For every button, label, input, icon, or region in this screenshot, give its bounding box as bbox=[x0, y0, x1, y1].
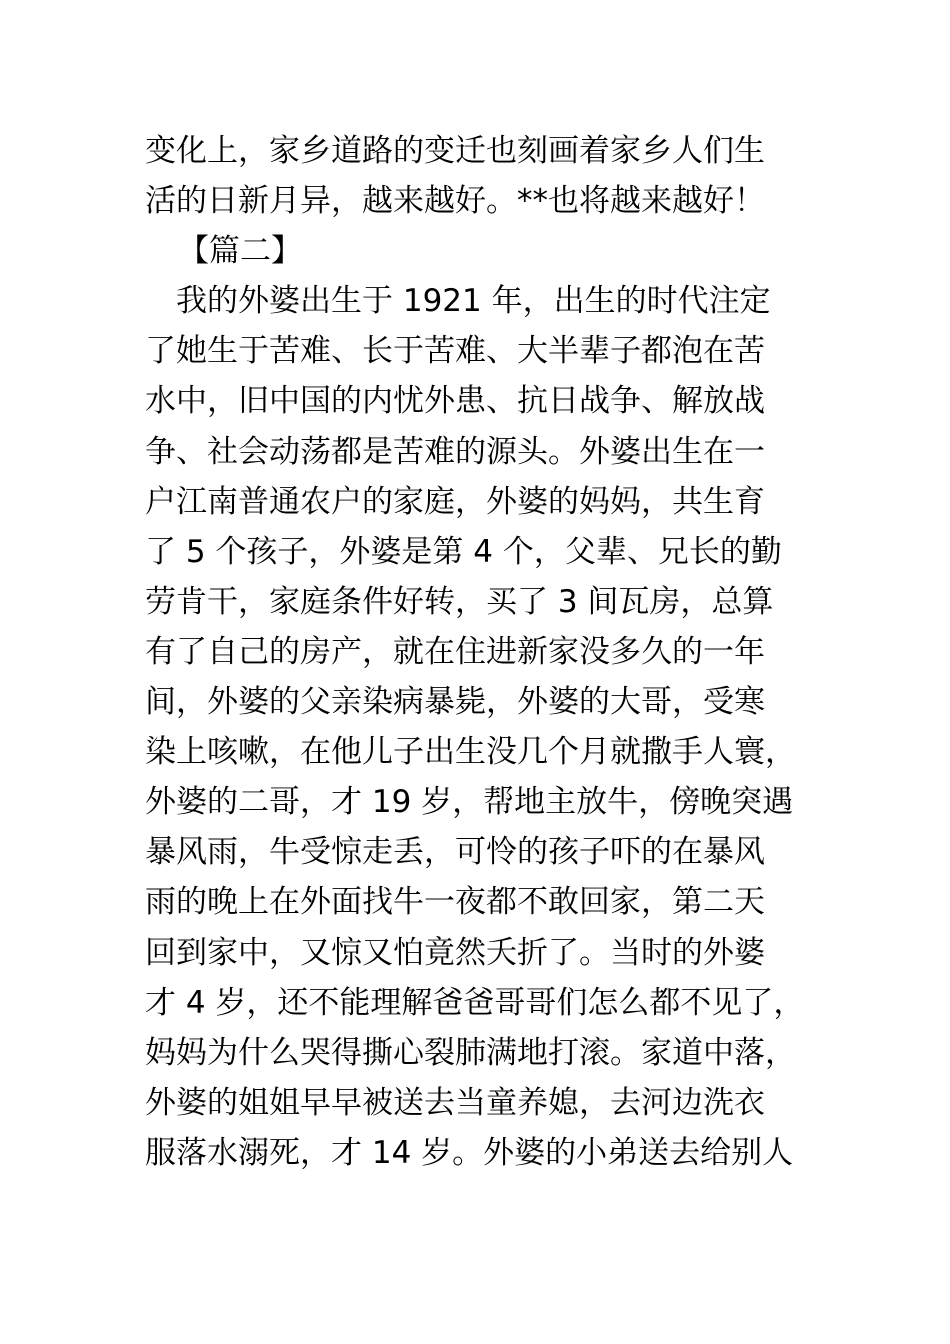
text-line: 外婆的姐姐早早被送去当童养媳，去河边洗衣 bbox=[145, 1084, 765, 1121]
text-line: 服落水溺死，才 14 岁。外婆的小弟送去给别人 bbox=[145, 1134, 794, 1171]
text-line: 水中，旧中国的内忧外患、抗日战争、解放战 bbox=[145, 383, 765, 420]
text-line: 了 5 个孩子，外婆是第 4 个，父辈、兄长的勤 bbox=[145, 533, 782, 570]
body-text bbox=[145, 126, 815, 1178]
text-line: 染上咳嗽，在他儿子出生没几个月就撒手人寰， bbox=[145, 734, 796, 771]
text-line: 间，外婆的父亲染病暴毙，外婆的大哥，受寒 bbox=[145, 684, 765, 721]
text-line: 活的日新月异，越来越好。**也将越来越好！ bbox=[145, 183, 765, 220]
text-line: 雨的晚上在外面找牛一夜都不敢回家，第二天 bbox=[145, 884, 765, 921]
text-line: 有了自己的房产，就在住进新家没多久的一年 bbox=[145, 633, 765, 670]
section-heading: 【篇二】 bbox=[178, 233, 302, 270]
text-line: 户江南普通农户的家庭，外婆的妈妈，共生育 bbox=[145, 483, 765, 520]
text-line: 争、社会动荡都是苦难的源头。外婆出生在一 bbox=[145, 433, 765, 470]
text-line: 我的外婆出生于 1921 年，出生的时代注定 bbox=[176, 283, 771, 320]
text-line: 了她生于苦难、长于苦难、大半辈子都泡在苦 bbox=[145, 333, 765, 370]
text-line: 才 4 岁，还不能理解爸爸哥哥们怎么都不见了， bbox=[145, 984, 805, 1021]
text-line: 妈妈为什么哭得撕心裂肺满地打滚。家道中落， bbox=[145, 1034, 796, 1071]
text-line: 回到家中，又惊又怕竟然夭折了。当时的外婆 bbox=[145, 934, 765, 971]
text-line: 劳肯干，家庭条件好转，买了 3 间瓦房，总算 bbox=[145, 583, 774, 620]
text-line: 暴风雨，牛受惊走丢，可怜的孩子吓的在暴风 bbox=[145, 834, 765, 871]
text-line: 外婆的二哥，才 19 岁，帮地主放牛，傍晚突遇 bbox=[145, 784, 794, 821]
text-line: 变化上，家乡道路的变迁也刻画着家乡人们生 bbox=[145, 133, 765, 169]
